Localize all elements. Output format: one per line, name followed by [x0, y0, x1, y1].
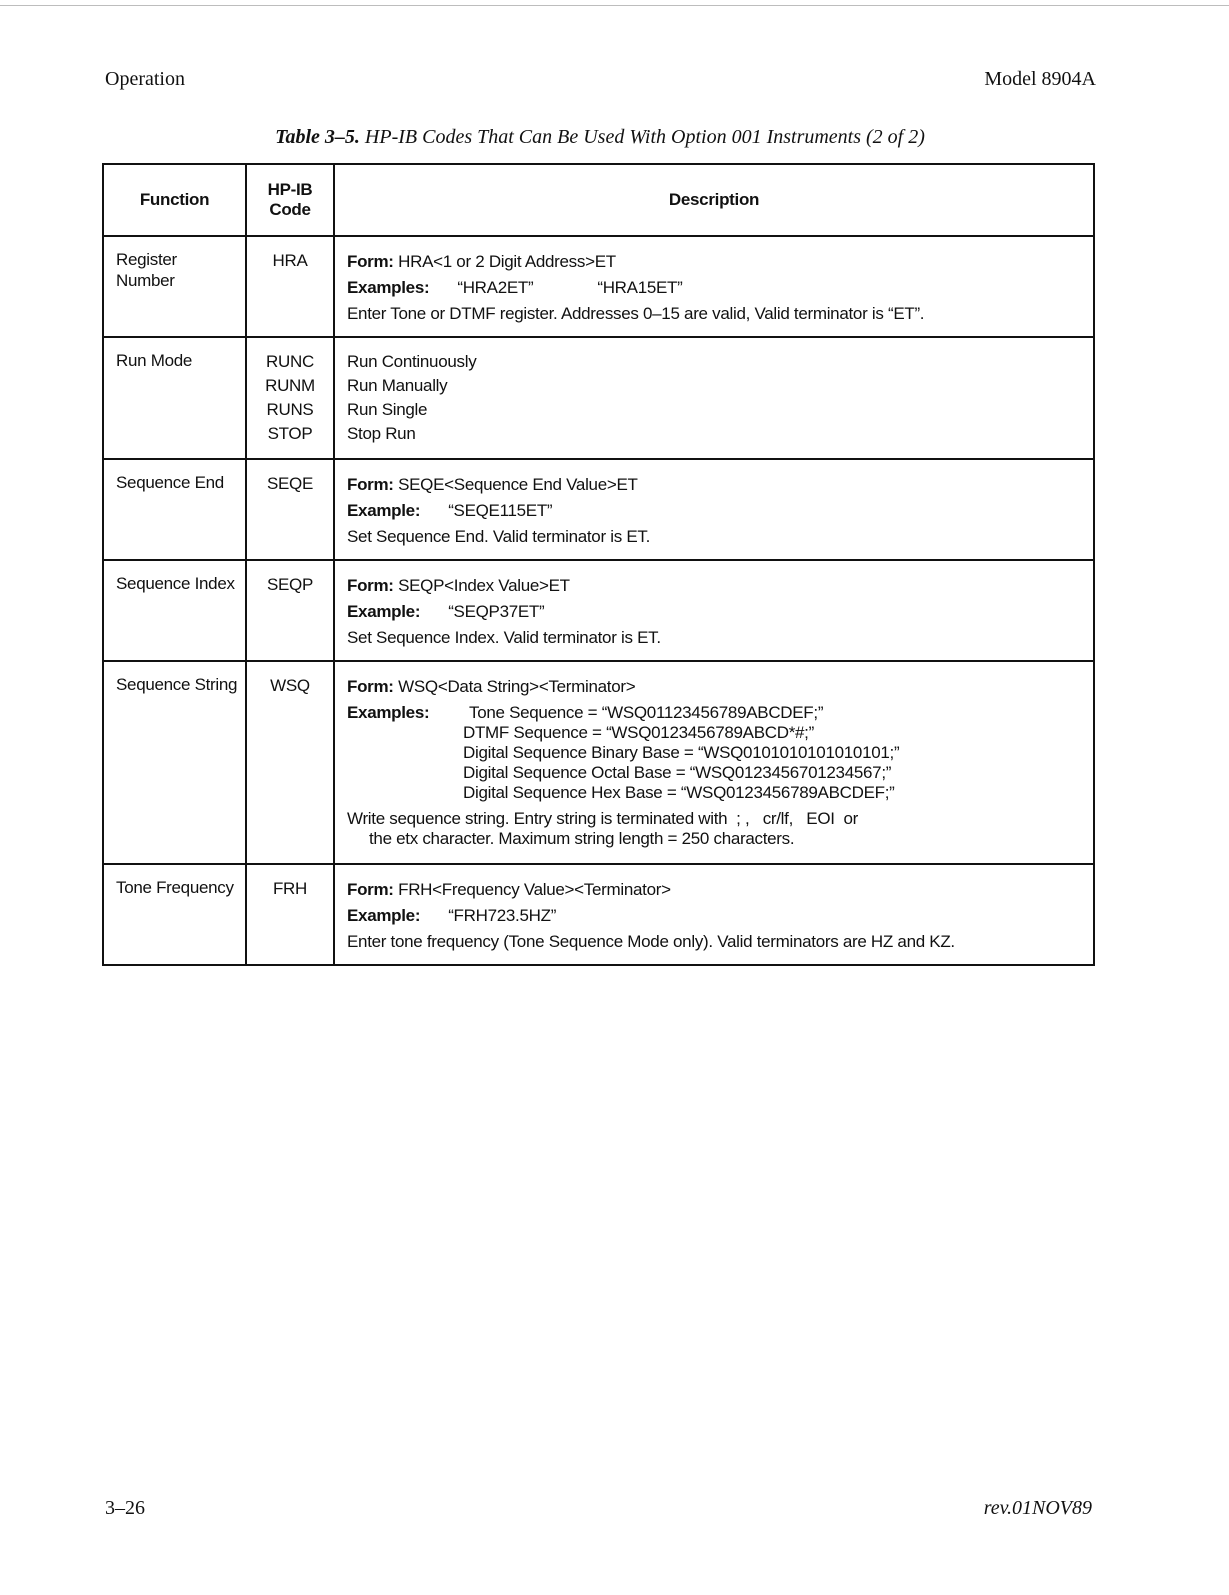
code-cell: SEQE: [246, 459, 334, 560]
description-header: Description: [334, 164, 1094, 236]
description-cell: [334, 560, 1094, 661]
example-line: [347, 599, 1085, 625]
note-line: Set Sequence End. Valid terminator is ET.: [347, 527, 650, 546]
table-row: [103, 459, 1094, 560]
code-cell: [246, 337, 334, 459]
function-cell: Sequence String: [103, 661, 246, 864]
note-line: the etx character. Maximum string length = 250 characters.: [369, 829, 795, 848]
note-block: [347, 809, 1085, 849]
form-line: [347, 877, 1085, 903]
function-cell: Run Mode: [103, 337, 246, 459]
description-line: Run Manually: [347, 376, 448, 395]
code-value: RUNS: [266, 400, 314, 419]
form-line: [347, 472, 1085, 498]
form-line: [347, 573, 1085, 599]
model-header: Model 8904A: [984, 68, 1096, 90]
hpib-codes-table: [102, 163, 1095, 966]
top-rule: [0, 5, 1229, 6]
example-value: “HRA15ET”: [597, 278, 683, 297]
table-title: HP-IB Codes That Can Be Used With Option 001 Instruments (2 of 2): [364, 126, 925, 148]
note-line: Write sequence string. Entry string is terminated with ; , cr/lf, EOI or: [347, 809, 859, 828]
example-line: [347, 903, 1085, 929]
example-value: “SEQE115ET”: [448, 501, 553, 520]
table-number: Table 3–5.: [275, 126, 360, 148]
form-label: Form:: [347, 677, 394, 696]
examples-block: [347, 700, 1085, 803]
form-value: WSQ<Data String><Terminator>: [398, 677, 636, 696]
function-cell: Tone Frequency: [103, 864, 246, 965]
example-value: Tone Sequence = “WSQ01123456789ABCDEF;”: [469, 703, 824, 722]
function-line1: Register: [116, 250, 177, 269]
function-cell: Sequence Index: [103, 560, 246, 661]
description-cell: [334, 236, 1094, 337]
code-value: STOP: [267, 424, 313, 443]
table-row: [103, 864, 1094, 965]
form-label: Form:: [347, 252, 394, 271]
form-value: SEQE<Sequence End Value>ET: [398, 475, 638, 494]
revision-label: rev.01NOV89: [983, 1497, 1092, 1519]
table-row: [103, 337, 1094, 459]
example-value: Digital Sequence Octal Base = “WSQ0123456701234567;”: [463, 763, 892, 782]
examples-line: [347, 275, 1085, 301]
function-cell: [103, 236, 246, 337]
description-line: Run Single: [347, 400, 428, 419]
examples-list: [463, 700, 899, 803]
example-value: DTMF Sequence = “WSQ0123456789ABCD*#;”: [463, 723, 814, 742]
example-label: Example:: [347, 602, 421, 621]
example-value: “HRA2ET”: [457, 278, 534, 297]
form-line: [347, 674, 1085, 700]
table-caption: [0, 126, 1200, 149]
description-line: Run Continuously: [347, 352, 477, 371]
note-line: Enter tone frequency (Tone Sequence Mode only). Valid terminators are HZ and KZ.: [347, 932, 955, 951]
code-value: RUNM: [265, 376, 315, 395]
example-value: “FRH723.5HZ”: [448, 906, 557, 925]
table-row: [103, 560, 1094, 661]
example-label: Example:: [347, 501, 421, 520]
page-number: 3–26: [105, 1497, 145, 1519]
code-value: RUNC: [266, 352, 314, 371]
examples-label: Examples:: [347, 703, 430, 722]
table-row: [103, 661, 1094, 864]
section-header: Operation: [105, 68, 185, 90]
note-line: Enter Tone or DTMF register. Addresses 0–15 are valid, Valid terminator is “ET”.: [347, 304, 925, 323]
form-value: FRH<Frequency Value><Terminator>: [398, 880, 671, 899]
example-value: Digital Sequence Binary Base = “WSQ0101010101010101;”: [463, 743, 900, 762]
code-header-line2: Code: [269, 200, 311, 219]
description-line: Stop Run: [347, 424, 416, 443]
table-header-row: [103, 164, 1094, 236]
example-value: “SEQP37ET”: [448, 602, 545, 621]
code-cell: WSQ: [246, 661, 334, 864]
function-cell: Sequence End: [103, 459, 246, 560]
function-line2: Number: [116, 271, 175, 290]
code-header-line1: HP-IB: [267, 180, 313, 199]
form-value: HRA<1 or 2 Digit Address>ET: [398, 252, 616, 271]
code-cell: HRA: [246, 236, 334, 337]
code-cell: FRH: [246, 864, 334, 965]
code-cell: SEQP: [246, 560, 334, 661]
example-label: Example:: [347, 906, 421, 925]
example-value: Digital Sequence Hex Base = “WSQ0123456789ABCDEF;”: [463, 783, 895, 802]
note-line: Set Sequence Index. Valid terminator is ET.: [347, 628, 661, 647]
form-label: Form:: [347, 880, 394, 899]
form-label: Form:: [347, 475, 394, 494]
function-header: Function: [103, 164, 246, 236]
form-value: SEQP<Index Value>ET: [398, 576, 570, 595]
example-line: [347, 498, 1085, 524]
description-cell: [334, 864, 1094, 965]
examples-label: Examples:: [347, 278, 430, 297]
code-header: [246, 164, 334, 236]
table-row: [103, 236, 1094, 337]
description-cell: [334, 459, 1094, 560]
description-cell: [334, 661, 1094, 864]
form-line: [347, 249, 1085, 275]
form-label: Form:: [347, 576, 394, 595]
description-cell: [334, 337, 1094, 459]
